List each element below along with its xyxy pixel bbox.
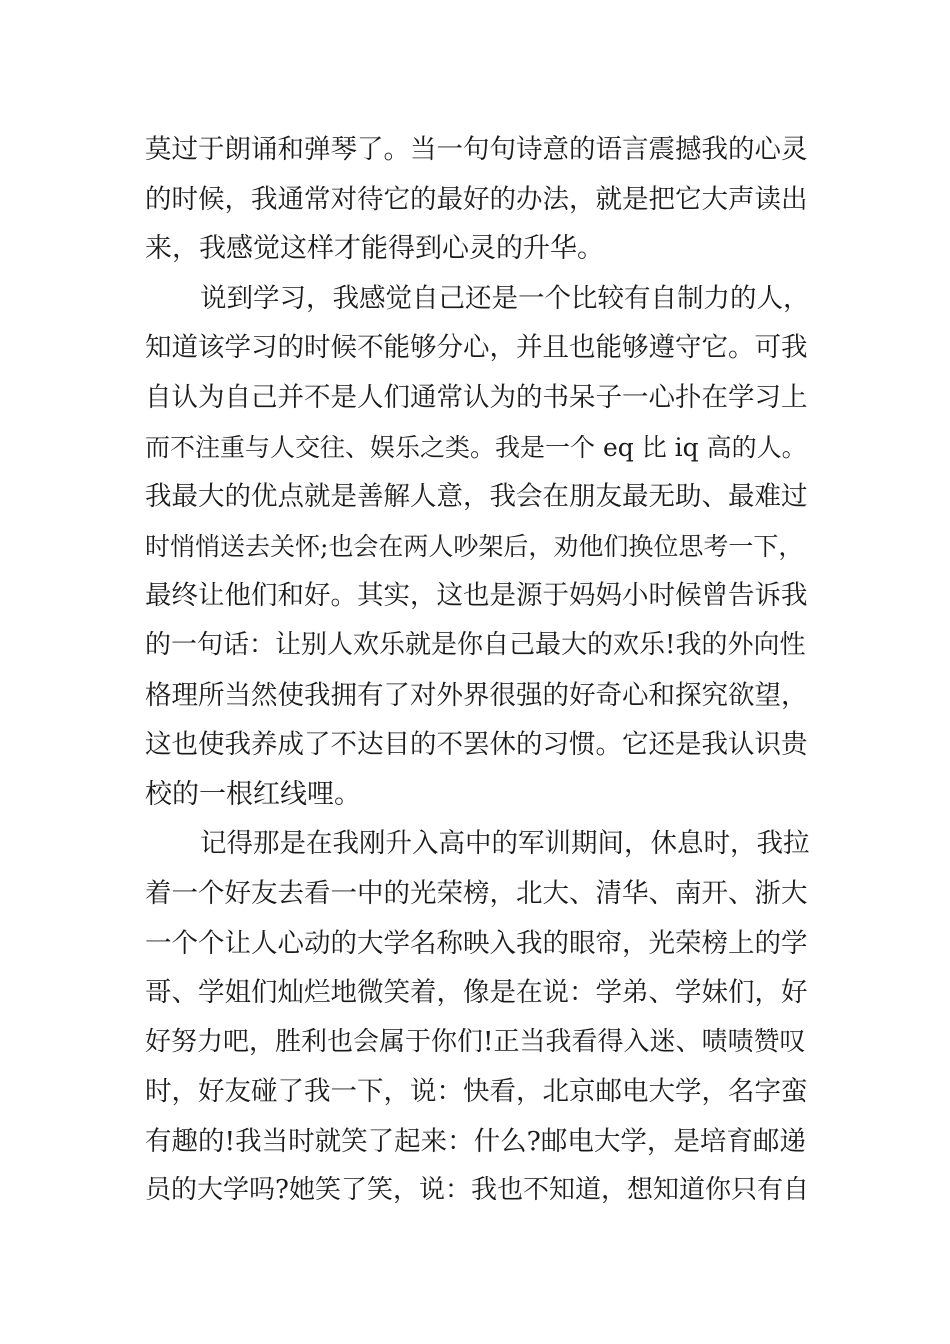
text-line: 而不注重与人交往、娱乐之类。我是一个 eq 比 iq 高的人。 [145,432,807,462]
text-line: 时悄悄送去关怀;也会在两人吵架后，劝他们换位思考一下， [145,531,804,561]
text-line: 的一句话：让别人欢乐就是你自己最大的欢乐!我的外向性 [145,629,806,660]
text-line: 校的一根红线哩。 [145,778,361,810]
text-line: 这也使我养成了不达目的不罢休的习惯。它还是我认识贵 [145,729,808,761]
text-line: 知道该学习的时候不能够分心，并且也能够遵守它。可我 [145,332,808,364]
text-line: 自认为自己并不是人们通常认为的书呆子一心扑在学习上 [145,381,808,413]
text-line: 好努力吧，胜利也会属于你们!正当我看得入迷、啧啧赞叹 [145,1026,806,1057]
text-line: 哥、学姐们灿烂地微笑着，像是在说：学弟、学妹们，好 [145,977,808,1009]
text-line: 莫过于朗诵和弹琴了。当一句句诗意的语言震撼我的心灵 [145,134,808,165]
text-line: 我最大的优点就是善解人意，我会在朋友最无助、最难过 [145,481,808,513]
text-line: 记得那是在我刚升入高中的军训期间，休息时，我拉 [200,828,810,860]
text-line: 有趣的!我当时就笑了起来：什么?邮电大学，是培育邮递 [145,1125,806,1157]
body-text [145,125,810,1216]
text-line: 着一个好友去看一中的光荣榜，北大、清华、南开、浙大 [145,877,808,909]
text-line: 最终让他们和好。其实，这也是源于妈妈小时候曾告诉我 [145,580,808,612]
text-line: 一个个让人心动的大学名称映入我的眼帘，光荣榜上的学 [145,927,808,959]
text-line: 来，我感觉这样才能得到心灵的升华。 [145,233,604,265]
text-line: 格理所当然使我拥有了对外界很强的好奇心和探究欲望， [145,679,808,711]
text-line: 时，好友碰了我一下，说：快看，北京邮电大学，名字蛮 [145,1076,808,1108]
text-line: 的时候，我通常对待它的最好的办法，就是把它大声读出 [145,183,808,215]
text-line: 员的大学吗?她笑了笑，说：我也不知道，想知道你只有自 [145,1175,809,1206]
text-line: 说到学习，我感觉自己还是一个比较有自制力的人， [200,282,810,314]
